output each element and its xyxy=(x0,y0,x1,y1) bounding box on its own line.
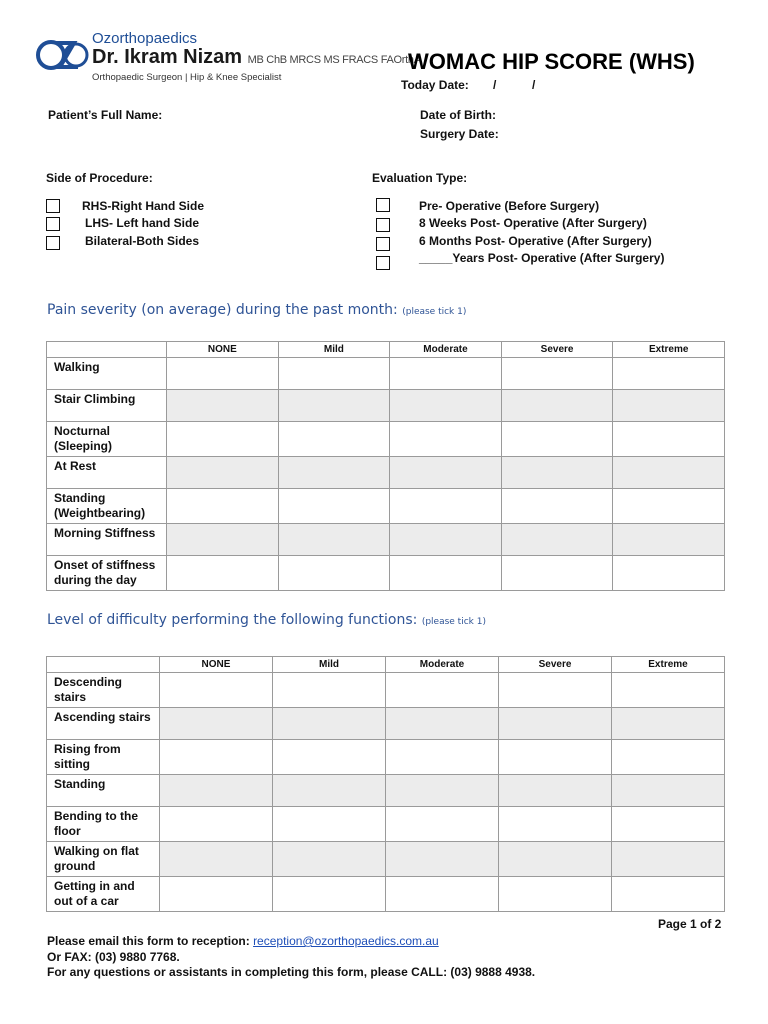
table-row xyxy=(47,422,725,457)
row-label: Standing (Weightbearing) xyxy=(47,489,167,524)
form-title: WOMAC HIP SCORE (WHS) xyxy=(408,49,695,74)
tick-cell-mild[interactable] xyxy=(273,842,386,877)
tick-cell-moderate[interactable] xyxy=(386,842,499,877)
table-row xyxy=(47,877,725,912)
tick-cell-extreme[interactable] xyxy=(613,358,725,390)
tick-cell-mild[interactable] xyxy=(278,524,390,556)
tick-cell-mild[interactable] xyxy=(273,740,386,775)
tick-cell-mild[interactable] xyxy=(278,390,390,422)
tick-cell-moderate[interactable] xyxy=(386,708,499,740)
tick-cell-moderate[interactable] xyxy=(390,524,502,556)
header-corner-cell xyxy=(47,657,160,673)
eval-years-checkbox[interactable] xyxy=(376,256,390,270)
doctor-subtitle: Orthopaedic Surgeon | Hip & Knee Specialist xyxy=(92,72,282,83)
tick-cell-extreme[interactable] xyxy=(612,673,725,708)
pain-heading: Pain severity (on average) during the past month: (please tick 1) xyxy=(47,302,467,318)
column-header: Moderate xyxy=(390,342,502,358)
tick-cell-extreme[interactable] xyxy=(613,489,725,524)
row-label: Ascending stairs xyxy=(47,708,160,740)
tick-cell-moderate[interactable] xyxy=(390,390,502,422)
tick-cell-severe[interactable] xyxy=(499,807,612,842)
side-rhs-checkbox[interactable] xyxy=(46,199,60,213)
tick-cell-none[interactable] xyxy=(167,524,279,556)
tick-cell-none[interactable] xyxy=(167,556,279,591)
patient-name-label: Patient’s Full Name: xyxy=(48,108,163,122)
tick-cell-none[interactable] xyxy=(160,673,273,708)
side-rhs-label: RHS-Right Hand Side xyxy=(82,199,204,213)
footer-contact xyxy=(47,934,535,981)
table-header-row xyxy=(47,342,725,358)
tick-cell-extreme[interactable] xyxy=(612,877,725,912)
brand-name: Ozorthopaedics xyxy=(92,30,198,47)
tick-cell-moderate[interactable] xyxy=(386,775,499,807)
tick-cell-mild[interactable] xyxy=(273,708,386,740)
difficulty-table xyxy=(46,656,725,912)
column-header: Mild xyxy=(273,657,386,673)
row-label: Descending stairs xyxy=(47,673,160,708)
tick-cell-extreme[interactable] xyxy=(613,422,725,457)
row-label: Stair Climbing xyxy=(47,390,167,422)
column-header: Severe xyxy=(501,342,613,358)
eval-6months-label: 6 Months Post- Operative (After Surgery) xyxy=(419,234,652,248)
row-label: Walking on flat ground xyxy=(47,842,160,877)
tick-cell-extreme[interactable] xyxy=(613,556,725,591)
tick-cell-none[interactable] xyxy=(167,457,279,489)
tick-cell-extreme[interactable] xyxy=(612,740,725,775)
tick-cell-severe[interactable] xyxy=(501,524,613,556)
table-row xyxy=(47,556,725,591)
tick-cell-mild[interactable] xyxy=(278,489,390,524)
side-lhs-checkbox[interactable] xyxy=(46,217,60,231)
side-bilateral-label: Bilateral-Both Sides xyxy=(85,234,200,248)
tick-cell-moderate[interactable] xyxy=(386,673,499,708)
tick-cell-extreme[interactable] xyxy=(612,775,725,807)
tick-cell-severe[interactable] xyxy=(499,740,612,775)
tick-cell-moderate[interactable] xyxy=(386,740,499,775)
side-of-procedure-label: Side of Procedure: xyxy=(46,171,153,185)
fax-line: Or FAX: (03) 9880 7768. xyxy=(47,949,180,964)
today-date-field: Today Date: / / xyxy=(401,78,536,92)
table-row xyxy=(47,358,725,390)
date-separator: / xyxy=(532,78,536,92)
tick-cell-severe[interactable] xyxy=(501,422,613,457)
tick-cell-none[interactable] xyxy=(160,775,273,807)
table-row xyxy=(47,524,725,556)
tick-cell-severe[interactable] xyxy=(499,708,612,740)
tick-cell-extreme[interactable] xyxy=(613,524,725,556)
tick-cell-mild[interactable] xyxy=(273,877,386,912)
column-header: Mild xyxy=(278,342,390,358)
side-lhs-label: LHS- Left hand Side xyxy=(85,216,199,230)
column-header: NONE xyxy=(167,342,279,358)
row-label: Walking xyxy=(47,358,167,390)
tick-cell-severe[interactable] xyxy=(501,390,613,422)
tick-cell-severe[interactable] xyxy=(499,673,612,708)
email-line: Please email this form to reception: reception@ozorthopaedics.com.au xyxy=(47,934,439,948)
tick-cell-moderate[interactable] xyxy=(390,457,502,489)
evaluation-type-label: Evaluation Type: xyxy=(372,171,468,185)
tick-cell-none[interactable] xyxy=(167,358,279,390)
tick-cell-mild[interactable] xyxy=(273,673,386,708)
tick-cell-none[interactable] xyxy=(160,708,273,740)
column-header: NONE xyxy=(160,657,273,673)
row-label: Getting in and out of a car xyxy=(47,877,160,912)
tick-cell-moderate[interactable] xyxy=(390,422,502,457)
table-row xyxy=(47,708,725,740)
tick-cell-moderate[interactable] xyxy=(386,877,499,912)
ozo-logo-icon xyxy=(36,34,90,78)
tick-cell-severe[interactable] xyxy=(499,775,612,807)
row-label: Rising from sitting xyxy=(47,740,160,775)
tick-cell-none[interactable] xyxy=(167,489,279,524)
surgery-date-label: Surgery Date: xyxy=(420,127,499,141)
date-separator: / xyxy=(493,78,497,92)
tick-cell-mild[interactable] xyxy=(273,775,386,807)
tick-cell-severe[interactable] xyxy=(499,842,612,877)
call-line: For any questions or assistants in completing this form, please CALL: (03) 9888 4938. xyxy=(47,965,536,979)
doctor-credentials: MB ChB MRCS MS FRACS FAOrthA xyxy=(247,54,421,66)
eval-8weeks-checkbox[interactable] xyxy=(376,218,390,232)
tick-cell-severe[interactable] xyxy=(501,358,613,390)
tick-cell-extreme[interactable] xyxy=(612,708,725,740)
column-header: Extreme xyxy=(613,342,725,358)
table-row xyxy=(47,842,725,877)
tick-cell-extreme[interactable] xyxy=(612,807,725,842)
eval-8weeks-label: 8 Weeks Post- Operative (After Surgery) xyxy=(419,216,647,230)
tick-cell-severe[interactable] xyxy=(501,457,613,489)
row-label: Bending to the floor xyxy=(47,807,160,842)
tick-cell-none[interactable] xyxy=(160,842,273,877)
side-bilateral-checkbox[interactable] xyxy=(46,236,60,250)
clinic-logo xyxy=(36,30,421,83)
tick-cell-none[interactable] xyxy=(167,390,279,422)
row-label: Onset of stiffness during the day xyxy=(47,556,167,591)
tick-cell-none[interactable] xyxy=(160,807,273,842)
pain-table xyxy=(46,341,725,591)
column-header: Severe xyxy=(499,657,612,673)
pain-hint: (please tick 1) xyxy=(402,307,467,317)
row-label: Standing xyxy=(47,775,160,807)
tick-cell-severe[interactable] xyxy=(501,489,613,524)
column-header: Extreme xyxy=(612,657,725,673)
tick-cell-mild[interactable] xyxy=(278,457,390,489)
eval-preop-label: Pre- Operative (Before Surgery) xyxy=(419,199,600,213)
tick-cell-none[interactable] xyxy=(167,422,279,457)
table-row xyxy=(47,807,725,842)
tick-cell-moderate[interactable] xyxy=(390,556,502,591)
tick-cell-moderate[interactable] xyxy=(386,807,499,842)
table-row xyxy=(47,775,725,807)
tick-cell-extreme[interactable] xyxy=(613,390,725,422)
tick-cell-extreme[interactable] xyxy=(612,842,725,877)
page-number: Page 1 of 2 xyxy=(658,917,722,931)
row-label: At Rest xyxy=(47,457,167,489)
tick-cell-severe[interactable] xyxy=(501,556,613,591)
row-label: Morning Stiffness xyxy=(47,524,167,556)
table-row xyxy=(47,457,725,489)
tick-cell-mild[interactable] xyxy=(278,422,390,457)
tick-cell-severe[interactable] xyxy=(499,877,612,912)
tick-cell-moderate[interactable] xyxy=(390,358,502,390)
eval-years-label: _____Years Post- Operative (After Surgery) xyxy=(419,251,665,265)
tick-cell-mild[interactable] xyxy=(278,556,390,591)
eval-6months-checkbox[interactable] xyxy=(376,237,390,251)
row-label: Nocturnal (Sleeping) xyxy=(47,422,167,457)
column-header: Moderate xyxy=(386,657,499,673)
eval-preop-checkbox[interactable] xyxy=(376,198,390,212)
table-row xyxy=(47,390,725,422)
table-row xyxy=(47,673,725,708)
reception-email-link[interactable]: reception@ozorthopaedics.com.au xyxy=(253,934,439,948)
tick-cell-mild[interactable] xyxy=(278,358,390,390)
table-row xyxy=(47,489,725,524)
dob-label: Date of Birth: xyxy=(420,108,496,122)
tick-cell-mild[interactable] xyxy=(273,807,386,842)
table-row xyxy=(47,740,725,775)
difficulty-hint: (please tick 1) xyxy=(421,617,486,627)
tick-cell-none[interactable] xyxy=(160,877,273,912)
doctor-name: Dr. Ikram Nizam MB ChB MRCS MS FRACS FAOrthA xyxy=(92,46,421,68)
tick-cell-moderate[interactable] xyxy=(390,489,502,524)
difficulty-heading: Level of difficulty performing the following functions: (please tick 1) xyxy=(47,612,486,628)
header-corner-cell xyxy=(47,342,167,358)
tick-cell-extreme[interactable] xyxy=(613,457,725,489)
tick-cell-none[interactable] xyxy=(160,740,273,775)
table-header-row xyxy=(47,657,725,673)
